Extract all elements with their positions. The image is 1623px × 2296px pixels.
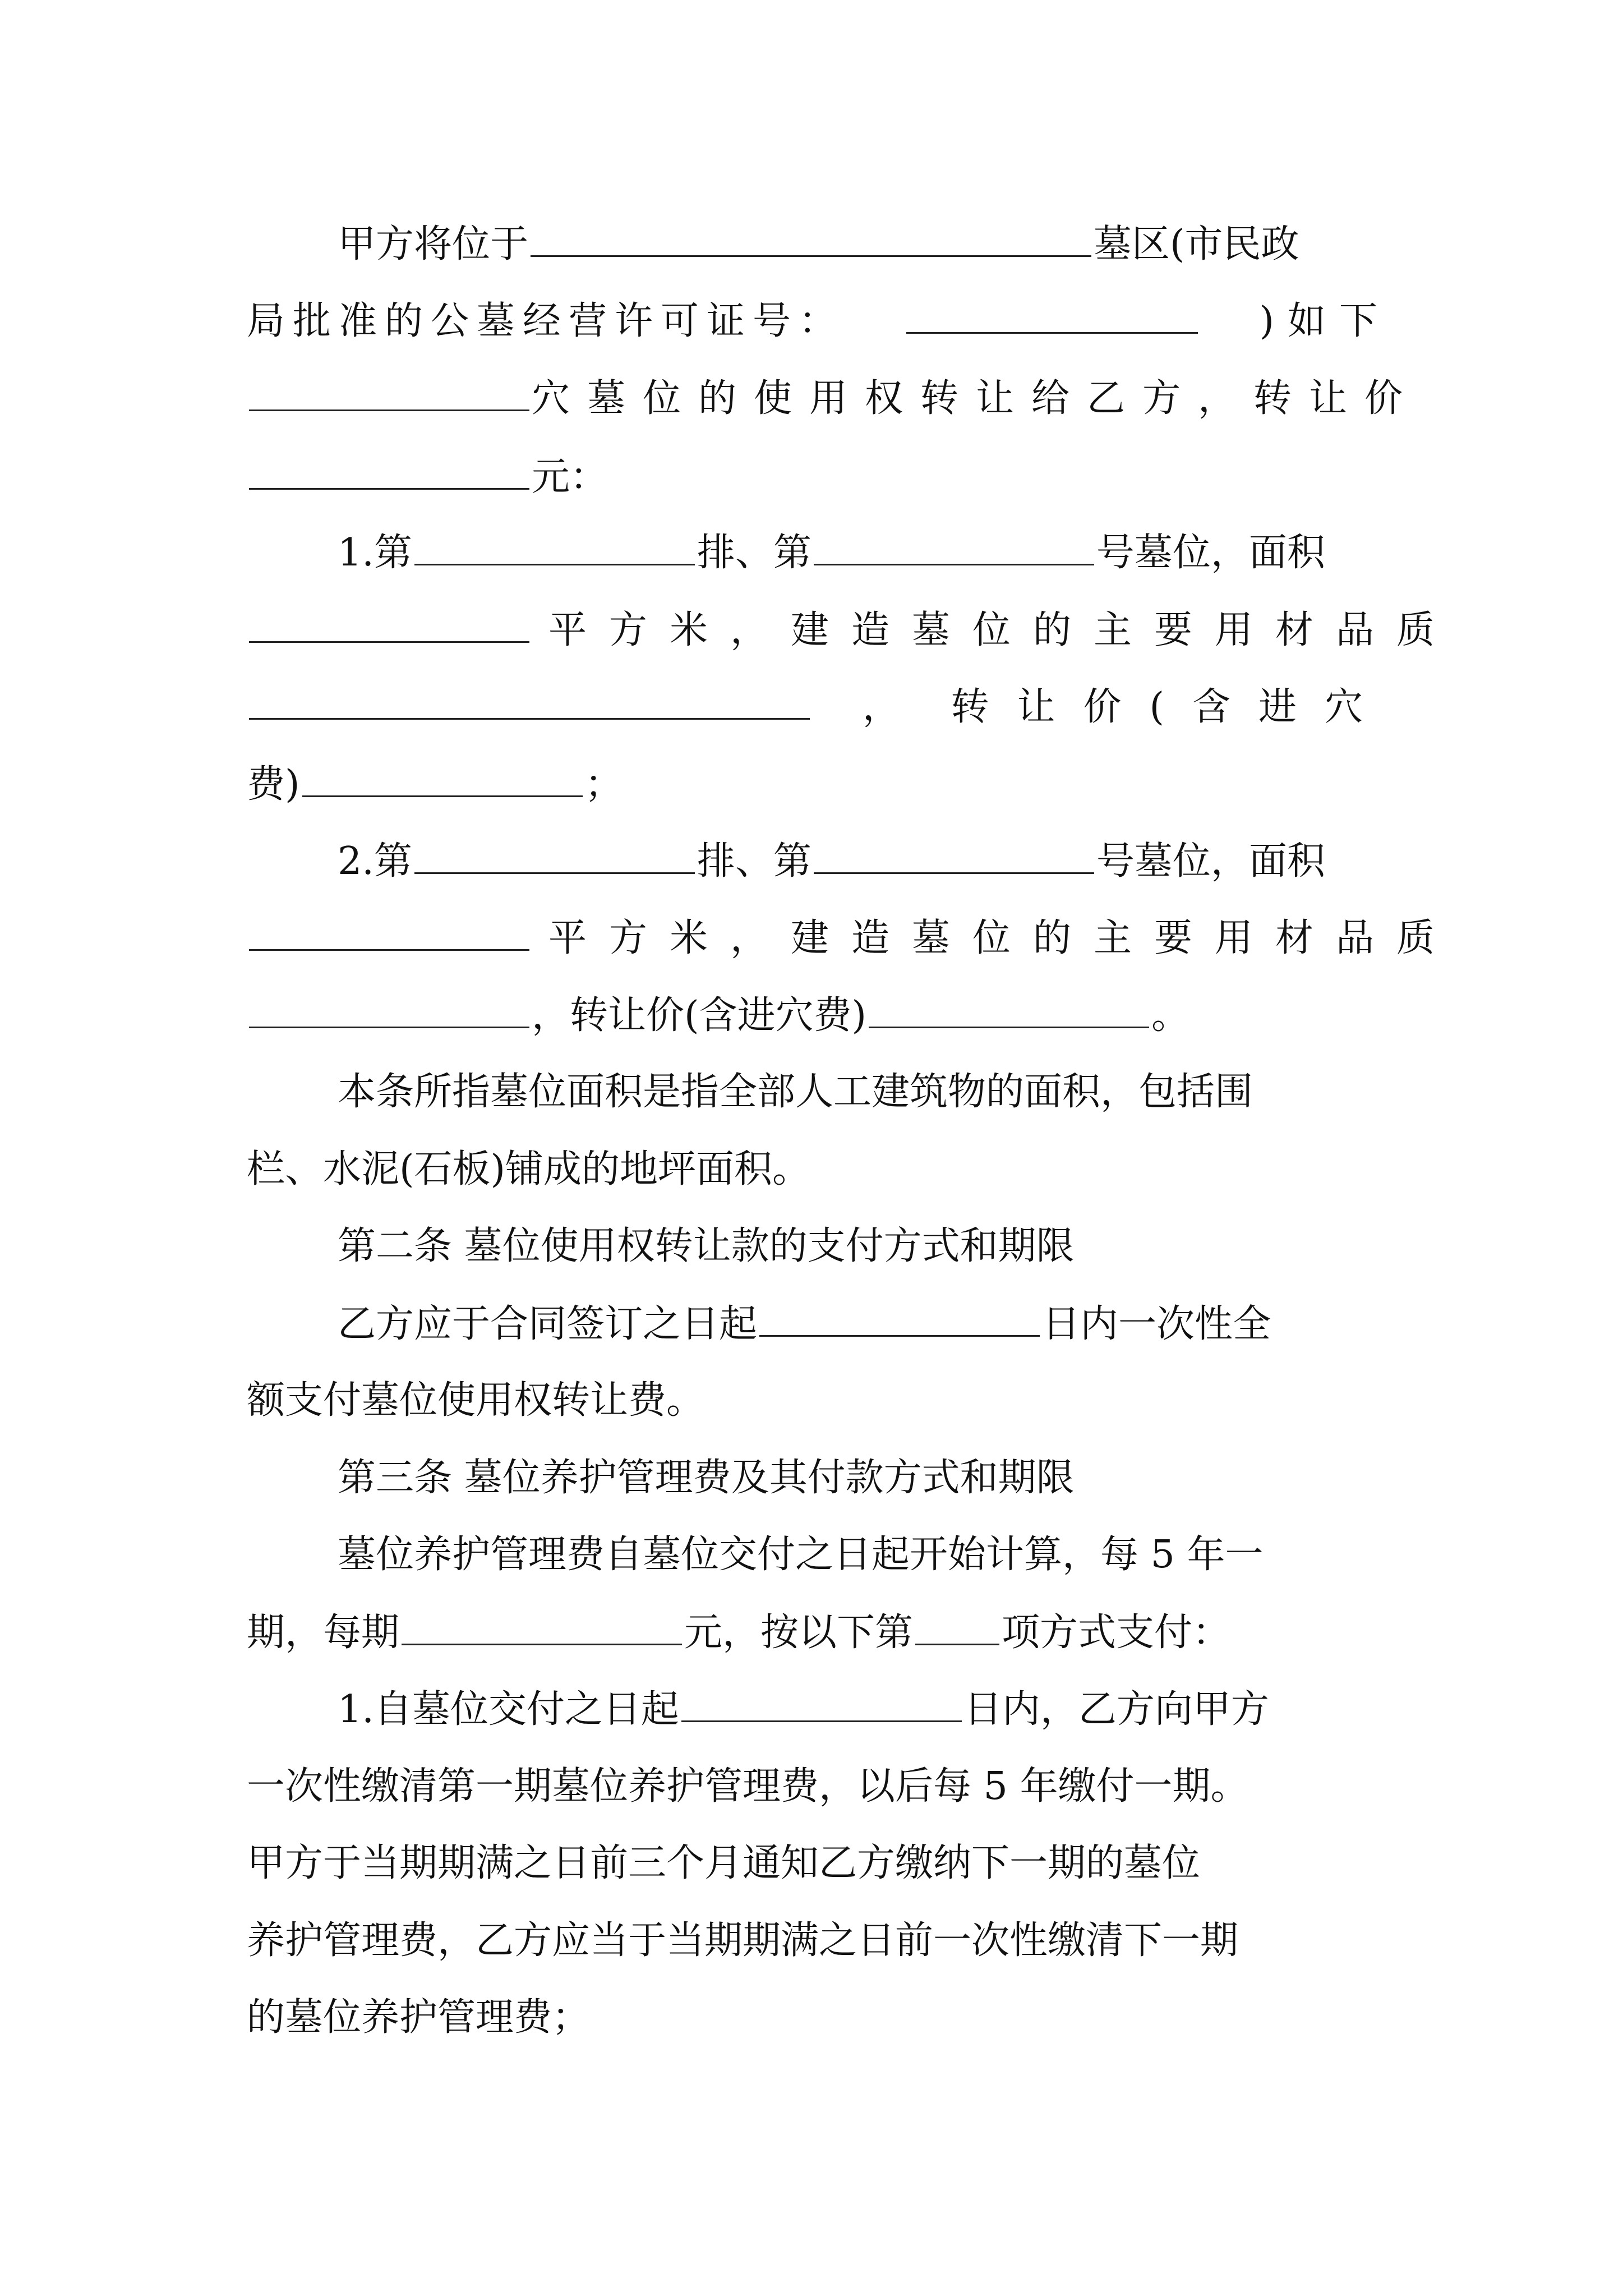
blank-field — [915, 1604, 999, 1645]
blank-field — [681, 1681, 962, 1722]
text-span: 号墓位，面积 — [1096, 839, 1325, 884]
blank-field — [402, 1604, 682, 1645]
blank-field — [414, 524, 695, 565]
blank-field — [759, 1296, 1040, 1337]
text-span: 号墓位，面积 — [1096, 531, 1325, 575]
item1-line-4 — [247, 756, 1391, 812]
text-span: 项方式支付： — [1002, 1611, 1231, 1655]
text-span: ； — [584, 762, 623, 807]
art2-line-1 — [338, 1296, 1391, 1352]
text-span: 养护管理费，乙方应当于当期期满之日前一次性缴清下一期 — [247, 1918, 1239, 1963]
blank-field — [906, 293, 1198, 334]
blank-field — [249, 449, 529, 490]
item2-line-3 — [247, 987, 1391, 1043]
art3-item1-line-1 — [338, 1681, 1391, 1737]
p1-line-1 — [338, 216, 1391, 272]
text-span: 乙方应于合同签订之日起 — [338, 1302, 758, 1346]
text-span: 1.自墓位交付之日起 — [338, 1687, 679, 1732]
text-span: 平方米，建造墓位的主要用材品质 — [548, 916, 1458, 960]
blank-field — [249, 602, 529, 643]
text-span: 本条所指墓位面积是指全部人工建筑物的面积，包括围 — [338, 1070, 1253, 1114]
text-span: 转让价(含进穴 — [951, 685, 1391, 729]
art3-line-2 — [247, 1604, 1391, 1660]
text-span: 元： — [532, 455, 608, 499]
blank-field — [249, 370, 529, 411]
text-span: 第二条 墓位使用权转让款的支付方式和期限 — [338, 1224, 1075, 1268]
art3-item1-line-3 — [247, 1835, 1391, 1892]
text-span: 墓区(市民政 — [1094, 222, 1299, 266]
text-span: 穴墓位的使用权转让给乙方，转让价 — [532, 376, 1421, 421]
text-span: 甲方将位于 — [338, 222, 529, 266]
text-span: 局批准的公墓经营许可证号： — [247, 299, 845, 343]
text-span: 1.第 — [338, 531, 412, 575]
text-span: 第三条 墓位养护管理费及其付款方式和期限 — [338, 1456, 1075, 1500]
blank-field — [814, 833, 1094, 874]
item2-line-2 — [247, 910, 1458, 966]
blank-field — [249, 679, 810, 720]
text-span: 一次性缴清第一期墓位养护管理费，以后每 5 年缴付一期。 — [247, 1764, 1249, 1809]
text-span: ， — [862, 685, 901, 729]
art3-item1-line-2 — [247, 1759, 1419, 1815]
text-span: 栏、水泥(石板)铺成的地坪面积。 — [247, 1147, 811, 1191]
blank-field — [249, 910, 529, 951]
blank-field — [249, 987, 529, 1028]
p1-line-2 — [247, 293, 1391, 349]
article-3-heading — [338, 1450, 1391, 1506]
text-span: 平方米，建造墓位的主要用材品质 — [548, 608, 1458, 652]
note-line-1 — [338, 1064, 1391, 1120]
p1-line-3 — [247, 370, 1421, 426]
text-span: 日内，乙方向甲方 — [963, 1687, 1269, 1732]
text-span: 日内一次性全 — [1042, 1302, 1271, 1346]
text-span: 期，每期 — [247, 1611, 400, 1655]
blank-field — [531, 216, 1091, 257]
item1-line-1 — [338, 524, 1391, 581]
text-span: 甲方于当期期满之日前三个月通知乙方缴纳下一期的墓位 — [247, 1841, 1201, 1885]
blank-field — [302, 756, 583, 797]
text-span: 。 — [1151, 993, 1190, 1038]
item2-line-1 — [338, 833, 1391, 889]
blank-field — [869, 987, 1149, 1028]
item1-line-3 — [247, 679, 1391, 735]
text-span: 排、第 — [697, 531, 811, 575]
text-span: 2.第 — [338, 839, 412, 884]
text-span: 额支付墓位使用权转让费。 — [247, 1378, 705, 1423]
art3-item1-line-5 — [247, 1990, 1391, 2046]
p1-line-4 — [247, 449, 1391, 505]
text-span: 的墓位养护管理费； — [247, 1995, 591, 2040]
blank-field — [814, 524, 1094, 565]
text-span: 排、第 — [697, 839, 811, 884]
text-span: 元，按以下第 — [684, 1611, 914, 1655]
article-2-heading — [338, 1218, 1391, 1274]
text-span: ，转让价(含进穴费) — [532, 993, 867, 1038]
text-span: )如下 — [1259, 299, 1391, 343]
art3-item1-line-4 — [247, 1913, 1391, 1969]
item1-line-2 — [247, 602, 1458, 658]
blank-field — [414, 833, 695, 874]
art3-line-1 — [338, 1527, 1391, 1583]
note-line-2 — [247, 1142, 1391, 1198]
art2-line-2 — [247, 1373, 1391, 1429]
text-span: 墓位养护管理费自墓位交付之日起开始计算，每 5 年一 — [338, 1533, 1264, 1577]
text-span: 费) — [247, 762, 300, 807]
